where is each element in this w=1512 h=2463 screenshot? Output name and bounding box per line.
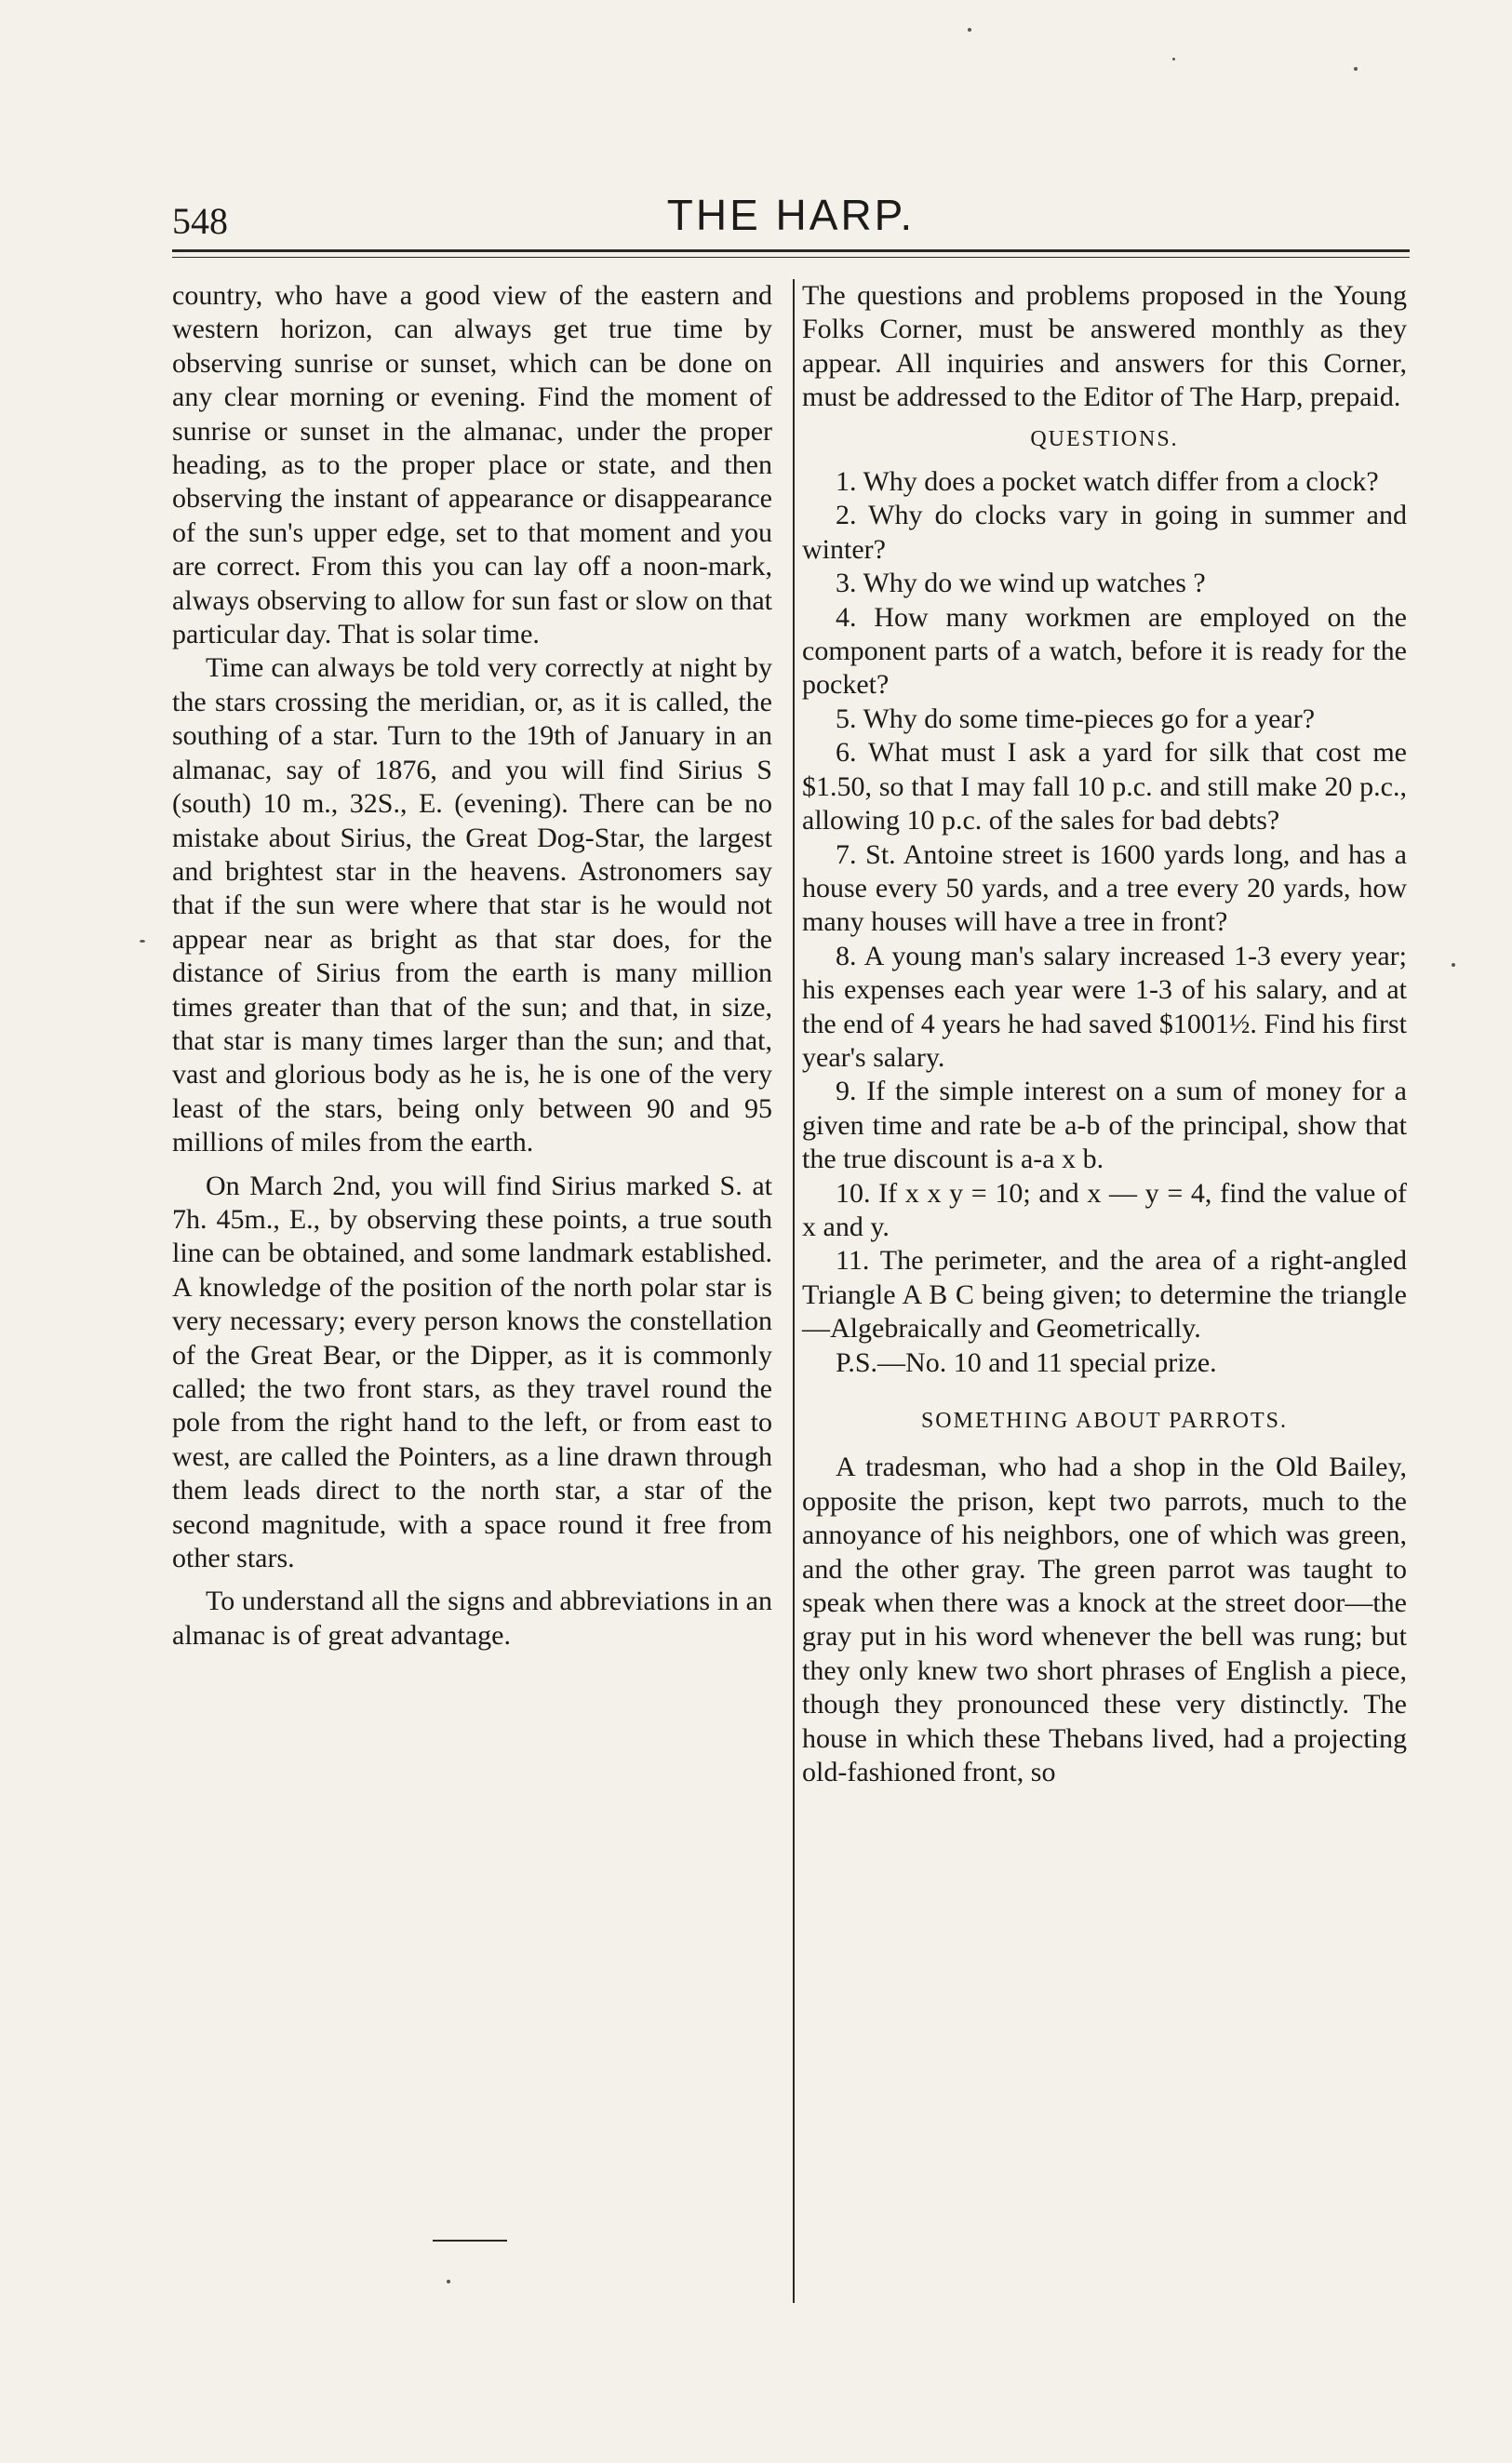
young-folks-intro: The questions and problems proposed in the Young Folks Corner, must be answered monthly as they appear. All inquiries and answers for this Corner, must be addressed to the Editor of The Harp, prepaid. [802,280,1407,413]
paragraph-almanac-signs: To understand all the signs and abbreviations in an almanac is of great advantage. [172,1586,772,1651]
questions-heading: QUESTIONS. [1030,426,1179,451]
postscript: P.S.—No. 10 and 11 special prize. [836,1346,1217,1378]
left-column [172,279,772,1653]
question-item: 8. A young man's salary increased 1-3 every year; his expenses each year were 1-3 of his salary, and at the end of 4 years he had saved $1001½. Find his first year's salary. [802,940,1407,1073]
article-heading: SOMETHING ABOUT PARROTS. [920,1409,1289,1433]
page-header [172,186,1410,242]
paragraph-polar-star: On March 2nd, you will find Sirius marked S. at 7h. 45m., E., by observing these points, a true south line can be obtained, and some landmark established. A knowledge of the position of the north polar star is very necessary; every person knows the constellation of the Great Bear, or the Dipper, as it is commonly called; the two front stars, as they travel round the pole from the right hand to the left, or from east to west, are called the Pointers, as a line drawn through them leads direct to the north star, a star of the second magnitude, with a space round it free from other stars. [172,1170,772,1574]
print-speck [968,28,971,32]
paragraph-solar-time: country, who have a good view of the eastern and western horizon, can always get true time by observing sunrise or sunset, which can be done on any clear morning or evening. Find the moment of sunrise or sunset in the almanac, under the proper heading, as to the proper place or state, and then observing the instant of appearance or disappearance of the sun's upper edge, set to that moment and you are correct. From this you can lay off a noon-mark, always observing to allow for sun fast or slow on that particular day. That is solar time. [172,280,772,650]
question-item: 11. The perimeter, and the area of a right-angled Triangle A B C being given; to determine the triangle—Algebraically and Geometrically. [802,1245,1407,1345]
print-speck [1452,963,1455,967]
header-rule [172,249,1410,252]
question-item: 3. Why do we wind up watches ? [836,568,1206,599]
print-speck [140,940,145,943]
page-number: 548 [172,200,228,242]
running-title: THE HARP. [666,191,916,239]
question-item: 2. Why do clocks vary in going in summer and winter? [802,500,1407,565]
question-item: 1. Why does a pocket watch differ from a clock? [836,466,1379,498]
article-text-parrots: A tradesman, who had a shop in the Old Bailey, opposite the prison, kept two parrots, much to the annoyance of his neighbors, one of which was green, and the other gray. The green parrot was taught to speak when there was a knock at the street door—the gray put in his word whenever the bell was rung; but they only knew two short phrases of English a piece, though they pronounced these very distinctly. The house in which these Thebans lived, had a projecting old-fashioned front, so [802,1452,1407,1788]
question-item: 4. How many workmen are employed on the component parts of a watch, before it is ready for the pocket? [802,601,1407,701]
header-rule-thin [172,257,1410,258]
right-column [802,279,1407,1789]
question-item: 5. Why do some time-pieces go for a year? [836,703,1316,734]
end-of-article-rule [433,2240,507,2242]
print-speck [447,2280,450,2283]
print-speck [1354,67,1358,71]
column-divider [793,279,795,2303]
question-item: 6. What must I ask a yard for silk that cost me $1.50, so that I may fall 10 p.c. and still make 20 p.c., allowing 10 p.c. of the sales for bad debts? [802,737,1407,837]
question-item: 7. St. Antoine street is 1600 yards long, and has a house every 50 yards, and a tree every 20 yards, how many houses will have a tree in front? [802,838,1407,938]
paragraph-star-time: Time can always be told very correctly at night by the stars crossing the meridian, or, as it is called, the southing of a star. Turn to the 19th of January in an almanac, say of 1876, and you will find Sirius S (south) 10 m., 32S., E. (evening). There can be no mistake about Sirius, the Great Dog-Star, the largest and brightest star in the heavens. Astronomers say that if the sun were where that star is he would not appear near as bright as that star does, for the distance of Sirius from the earth is many million times greater than that of the sun; and that, in size, that star is many times larger than the sun; and that, vast and glorious body as he is, he is one of the very least of the stars, being only between 90 and 95 millions of miles from the earth. [172,652,772,1158]
question-item: 10. If x x y = 10; and x — y = 4, find the value of x and y. [802,1177,1407,1242]
print-speck [1172,58,1175,60]
question-item: 9. If the simple interest on a sum of money for a given time and rate be a-b of the principal, show that the true discount is a-a x b. [802,1076,1407,1175]
